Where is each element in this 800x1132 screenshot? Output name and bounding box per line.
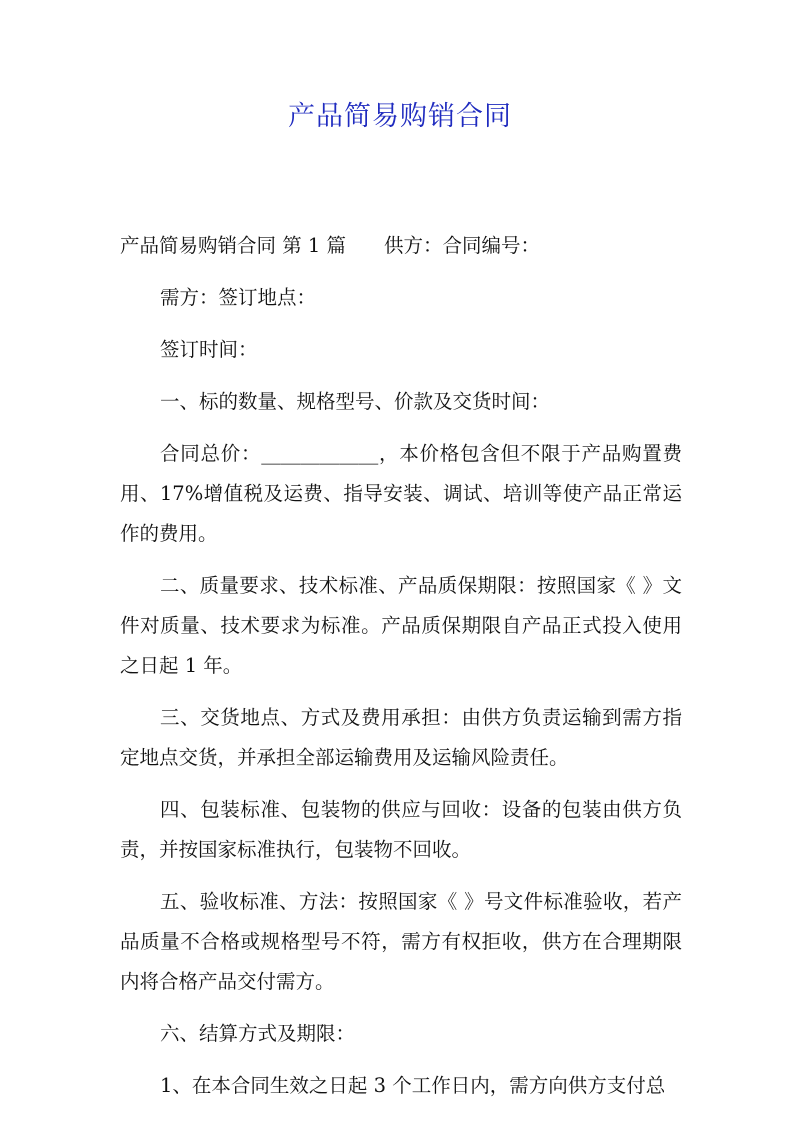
document-title: 产品简易购销合同 [288, 101, 512, 132]
document-body [120, 226, 682, 1118]
paragraph-signing-time: 签订时间： [160, 338, 258, 361]
paragraph-section-2: 二、质量要求、技术标准、产品质保期限：按照国家《 》文件对质量、技术要求为标准。产品质保期限自产品正式投入使用之日起 1 年。 [120, 574, 682, 677]
paragraph-section-6: 六、结算方式及期限： [160, 1022, 356, 1045]
header-line [120, 226, 682, 266]
paragraph-section-5: 五、验收标准、方法：按照国家《 》号文件标准验收，若产品质量不合格或规格型号不符，需方有权拒收，供方在合理期限内将合格产品交付需方。 [120, 890, 682, 993]
paragraph-total-price: 合同总价：____________，本价格包含但不限于产品购置费用、17%增值税及运费、指导安装、调试、培训等使产品正常运作的费用。 [120, 442, 682, 545]
header-line-part1: 产品简易购销合同 第 1 篇 [120, 234, 347, 257]
header-line-part2: 供方：合同编号： [384, 234, 541, 257]
paragraph-section-3: 三、交货地点、方式及费用承担：由供方负责运输到需方指定地点交货，并承担全部运输费用及运输风险责任。 [120, 706, 682, 769]
paragraph-buyer: 需方：签订地点： [160, 286, 317, 309]
paragraph-settlement-1: 1、在本合同生效之日起 3 个工作日内，需方向供方支付总 [160, 1074, 666, 1097]
paragraph-section-1: 一、标的数量、规格型号、价款及交货时间： [160, 390, 551, 413]
paragraph-section-4: 四、包装标准、包装物的供应与回收：设备的包装由供方负责，并按国家标准执行，包装物不回收。 [120, 798, 682, 861]
